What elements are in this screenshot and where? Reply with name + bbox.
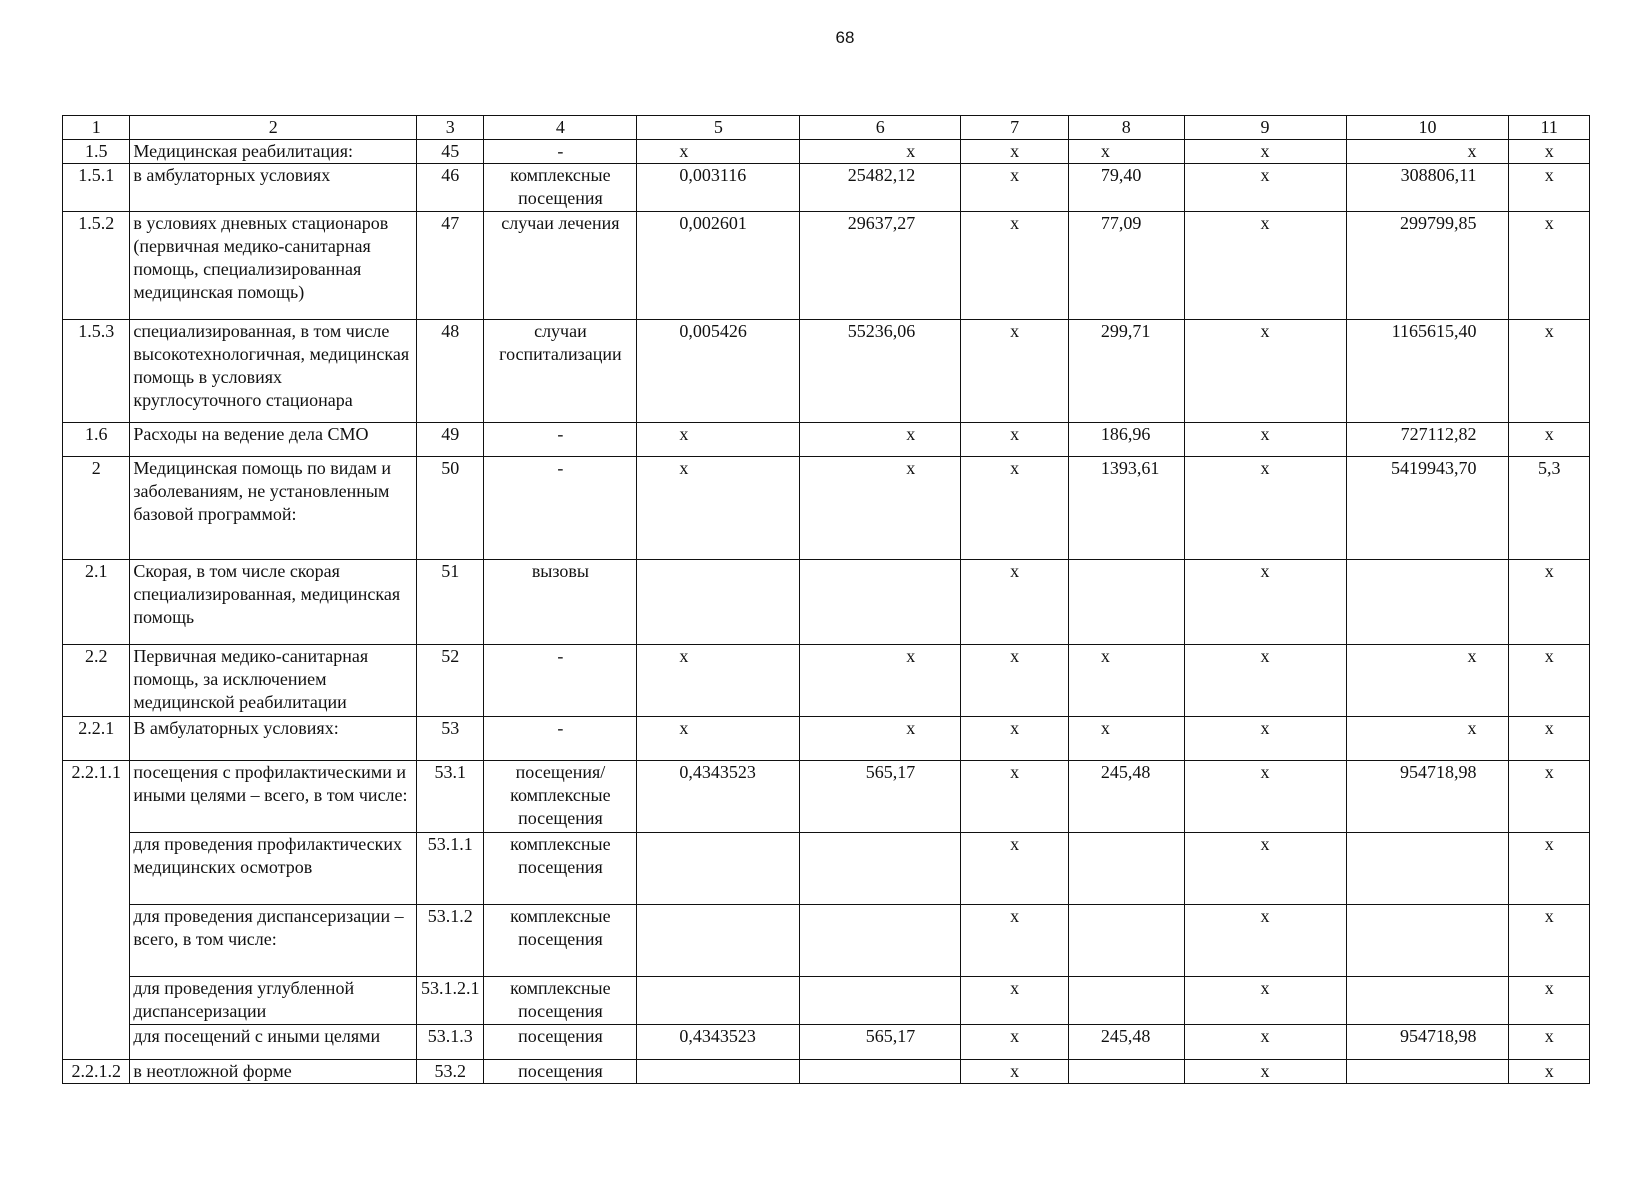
column-header: 11 bbox=[1509, 116, 1590, 140]
table-row bbox=[63, 164, 1590, 212]
row-name-cell: В амбулаторных условиях: bbox=[130, 717, 417, 761]
col9-cell: х bbox=[1184, 320, 1346, 423]
line-code-cell: 53.1 bbox=[417, 761, 484, 833]
line-code-cell: 52 bbox=[417, 645, 484, 717]
line-code-cell: 45 bbox=[417, 140, 484, 164]
row-number-cell: 2.2.1 bbox=[63, 717, 130, 761]
col5-cell: х bbox=[637, 717, 800, 761]
table-row bbox=[63, 717, 1590, 761]
col11-cell: х bbox=[1509, 905, 1590, 977]
row-number-cell: 1.6 bbox=[63, 423, 130, 457]
col6-cell: 29637,27 bbox=[800, 212, 961, 320]
column-header: 1 bbox=[63, 116, 130, 140]
row-number-cell: 2.1 bbox=[63, 560, 130, 645]
col9-cell: х bbox=[1184, 140, 1346, 164]
col10-cell bbox=[1346, 833, 1509, 905]
col11-cell: х bbox=[1509, 212, 1590, 320]
col6-cell: 565,17 bbox=[800, 1025, 961, 1060]
col10-cell: 1165615,40 bbox=[1346, 320, 1509, 423]
col7-cell: х bbox=[961, 905, 1069, 977]
col7-cell: х bbox=[961, 645, 1069, 717]
table-row bbox=[63, 423, 1590, 457]
table-row bbox=[63, 977, 1590, 1025]
table-row bbox=[63, 320, 1590, 423]
col5-cell: х bbox=[637, 140, 800, 164]
column-header: 8 bbox=[1068, 116, 1184, 140]
col10-cell: х bbox=[1346, 717, 1509, 761]
table-row bbox=[63, 905, 1590, 977]
table-header-row bbox=[63, 116, 1590, 140]
col6-cell: х bbox=[800, 423, 961, 457]
col5-cell: 0,002601 bbox=[637, 212, 800, 320]
unit-cell: посещения/ комплексные посещения bbox=[484, 761, 637, 833]
col6-cell bbox=[800, 560, 961, 645]
col7-cell: х bbox=[961, 1025, 1069, 1060]
col10-cell bbox=[1346, 977, 1509, 1025]
col11-cell: х bbox=[1509, 761, 1590, 833]
row-name-cell: для проведения диспансеризации – всего, в том числе: bbox=[130, 905, 417, 977]
col11-cell: х bbox=[1509, 164, 1590, 212]
row-name-cell: для проведения углубленной диспансеризации bbox=[130, 977, 417, 1025]
line-code-cell: 53 bbox=[417, 717, 484, 761]
unit-cell: случаи госпитализации bbox=[484, 320, 637, 423]
col8-cell: 79,40 bbox=[1068, 164, 1184, 212]
col5-cell: 0,005426 bbox=[637, 320, 800, 423]
col11-cell: х bbox=[1509, 423, 1590, 457]
unit-cell: комплексные посещения bbox=[484, 164, 637, 212]
row-name-cell: Медицинская помощь по видам и заболеваниям, не установленным базовой программой: bbox=[130, 457, 417, 560]
col8-cell bbox=[1068, 560, 1184, 645]
col6-cell: х bbox=[800, 140, 961, 164]
row-name-cell: в амбулаторных условиях bbox=[130, 164, 417, 212]
row-name-cell: специализированная, в том числе высокотехнологичная, медицинская помощь в условиях круглосуточного стационара bbox=[130, 320, 417, 423]
col5-cell bbox=[637, 905, 800, 977]
unit-cell: комплексные посещения bbox=[484, 833, 637, 905]
table-row bbox=[63, 140, 1590, 164]
col9-cell: х bbox=[1184, 1060, 1346, 1084]
col7-cell: х bbox=[961, 833, 1069, 905]
table-row bbox=[63, 1060, 1590, 1084]
unit-cell: вызовы bbox=[484, 560, 637, 645]
col11-cell: х bbox=[1509, 140, 1590, 164]
row-number-cell: 1.5.2 bbox=[63, 212, 130, 320]
col8-cell bbox=[1068, 833, 1184, 905]
col8-cell bbox=[1068, 905, 1184, 977]
table-row bbox=[63, 560, 1590, 645]
col11-cell: х bbox=[1509, 1025, 1590, 1060]
line-code-cell: 53.2 bbox=[417, 1060, 484, 1084]
col8-cell: 1393,61 bbox=[1068, 457, 1184, 560]
unit-cell: посещения bbox=[484, 1025, 637, 1060]
column-header: 4 bbox=[484, 116, 637, 140]
col6-cell bbox=[800, 977, 961, 1025]
column-header: 2 bbox=[130, 116, 417, 140]
col11-cell: х bbox=[1509, 833, 1590, 905]
row-name-cell: Скорая, в том числе скорая специализированная, медицинская помощь bbox=[130, 560, 417, 645]
unit-cell: случаи лечения bbox=[484, 212, 637, 320]
table-row bbox=[63, 212, 1590, 320]
col7-cell: х bbox=[961, 140, 1069, 164]
col11-cell: х bbox=[1509, 717, 1590, 761]
col10-cell bbox=[1346, 905, 1509, 977]
col9-cell: х bbox=[1184, 423, 1346, 457]
col10-cell: 299799,85 bbox=[1346, 212, 1509, 320]
col7-cell: х bbox=[961, 1060, 1069, 1084]
col6-cell: х bbox=[800, 717, 961, 761]
table-row bbox=[63, 645, 1590, 717]
col8-cell: х bbox=[1068, 140, 1184, 164]
line-code-cell: 46 bbox=[417, 164, 484, 212]
column-header: 6 bbox=[800, 116, 961, 140]
col6-cell bbox=[800, 1060, 961, 1084]
col6-cell bbox=[800, 905, 961, 977]
row-name-cell: в неотложной форме bbox=[130, 1060, 417, 1084]
unit-cell: комплексные посещения bbox=[484, 905, 637, 977]
col10-cell: 5419943,70 bbox=[1346, 457, 1509, 560]
col7-cell: х bbox=[961, 717, 1069, 761]
col10-cell: х bbox=[1346, 645, 1509, 717]
col5-cell bbox=[637, 833, 800, 905]
line-code-cell: 50 bbox=[417, 457, 484, 560]
column-header: 5 bbox=[637, 116, 800, 140]
col10-cell bbox=[1346, 1060, 1509, 1084]
unit-cell: - bbox=[484, 423, 637, 457]
col11-cell: х bbox=[1509, 645, 1590, 717]
line-code-cell: 49 bbox=[417, 423, 484, 457]
col6-cell: 565,17 bbox=[800, 761, 961, 833]
col7-cell: х bbox=[961, 164, 1069, 212]
row-name-cell: Первичная медико-санитарная помощь, за исключением медицинской реабилитации bbox=[130, 645, 417, 717]
col9-cell: х bbox=[1184, 905, 1346, 977]
col9-cell: х bbox=[1184, 457, 1346, 560]
col7-cell: х bbox=[961, 977, 1069, 1025]
col5-cell: 0,4343523 bbox=[637, 761, 800, 833]
col10-cell: х bbox=[1346, 140, 1509, 164]
col8-cell: 245,48 bbox=[1068, 1025, 1184, 1060]
col6-cell: х bbox=[800, 645, 961, 717]
col5-cell bbox=[637, 977, 800, 1025]
col7-cell: х bbox=[961, 457, 1069, 560]
col10-cell: 954718,98 bbox=[1346, 1025, 1509, 1060]
row-name-cell: Медицинская реабилитация: bbox=[130, 140, 417, 164]
row-number-cell: 2.2 bbox=[63, 645, 130, 717]
unit-cell: посещения bbox=[484, 1060, 637, 1084]
col6-cell bbox=[800, 833, 961, 905]
col11-cell: х bbox=[1509, 1060, 1590, 1084]
col9-cell: х bbox=[1184, 717, 1346, 761]
table-row bbox=[63, 457, 1590, 560]
col9-cell: х bbox=[1184, 560, 1346, 645]
col5-cell: х bbox=[637, 457, 800, 560]
unit-cell: - bbox=[484, 645, 637, 717]
col10-cell: 308806,11 bbox=[1346, 164, 1509, 212]
col8-cell: х bbox=[1068, 717, 1184, 761]
data-table bbox=[62, 115, 1590, 1084]
col9-cell: х bbox=[1184, 645, 1346, 717]
page-number: 68 bbox=[835, 28, 855, 47]
table-body bbox=[63, 116, 1590, 1084]
row-number-cell: 1.5.3 bbox=[63, 320, 130, 423]
col8-cell: 245,48 bbox=[1068, 761, 1184, 833]
col10-cell: 727112,82 bbox=[1346, 423, 1509, 457]
col8-cell: х bbox=[1068, 645, 1184, 717]
line-code-cell: 53.1.1 bbox=[417, 833, 484, 905]
col8-cell: 299,71 bbox=[1068, 320, 1184, 423]
row-number-cell: 1.5.1 bbox=[63, 164, 130, 212]
column-header: 7 bbox=[961, 116, 1069, 140]
col9-cell: х bbox=[1184, 212, 1346, 320]
unit-cell: - bbox=[484, 457, 637, 560]
col11-cell: х bbox=[1509, 320, 1590, 423]
col7-cell: х bbox=[961, 560, 1069, 645]
table-row bbox=[63, 833, 1590, 905]
col5-cell: х bbox=[637, 645, 800, 717]
table-row bbox=[63, 761, 1590, 833]
line-code-cell: 53.1.3 bbox=[417, 1025, 484, 1060]
column-header: 9 bbox=[1184, 116, 1346, 140]
col6-cell: 55236,06 bbox=[800, 320, 961, 423]
table-row bbox=[63, 1025, 1590, 1060]
col5-cell: 0,003116 bbox=[637, 164, 800, 212]
line-code-cell: 51 bbox=[417, 560, 484, 645]
col10-cell bbox=[1346, 560, 1509, 645]
col10-cell: 954718,98 bbox=[1346, 761, 1509, 833]
col8-cell: 77,09 bbox=[1068, 212, 1184, 320]
line-code-cell: 48 bbox=[417, 320, 484, 423]
col8-cell bbox=[1068, 1060, 1184, 1084]
col6-cell: х bbox=[800, 457, 961, 560]
unit-cell: комплексные посещения bbox=[484, 977, 637, 1025]
col7-cell: х bbox=[961, 320, 1069, 423]
row-name-cell: Расходы на ведение дела СМО bbox=[130, 423, 417, 457]
col9-cell: х bbox=[1184, 833, 1346, 905]
col9-cell: х bbox=[1184, 761, 1346, 833]
line-code-cell: 47 bbox=[417, 212, 484, 320]
row-number-cell: 2 bbox=[63, 457, 130, 560]
row-name-cell: в условиях дневных стационаров (первичная медико-санитарная помощь, специализированная медицинская помощь) bbox=[130, 212, 417, 320]
row-name-cell: для посещений с иными целями bbox=[130, 1025, 417, 1060]
column-header: 3 bbox=[417, 116, 484, 140]
col7-cell: х bbox=[961, 212, 1069, 320]
col7-cell: х bbox=[961, 423, 1069, 457]
col11-cell: х bbox=[1509, 560, 1590, 645]
row-number-cell: 2.2.1.1 bbox=[63, 761, 130, 1060]
col11-cell: х bbox=[1509, 977, 1590, 1025]
col6-cell: 25482,12 bbox=[800, 164, 961, 212]
col5-cell bbox=[637, 1060, 800, 1084]
col9-cell: х bbox=[1184, 1025, 1346, 1060]
col5-cell bbox=[637, 560, 800, 645]
col9-cell: х bbox=[1184, 164, 1346, 212]
unit-cell: - bbox=[484, 717, 637, 761]
col8-cell: 186,96 bbox=[1068, 423, 1184, 457]
col7-cell: х bbox=[961, 761, 1069, 833]
row-name-cell: для проведения профилактических медицинских осмотров bbox=[130, 833, 417, 905]
col8-cell bbox=[1068, 977, 1184, 1025]
col5-cell: х bbox=[637, 423, 800, 457]
row-number-cell: 1.5 bbox=[63, 140, 130, 164]
col9-cell: х bbox=[1184, 977, 1346, 1025]
col11-cell: 5,3 bbox=[1509, 457, 1590, 560]
row-number-cell: 2.2.1.2 bbox=[63, 1060, 130, 1084]
column-header: 10 bbox=[1346, 116, 1509, 140]
row-name-cell: посещения с профилактическими и иными целями – всего, в том числе: bbox=[130, 761, 417, 833]
col5-cell: 0,4343523 bbox=[637, 1025, 800, 1060]
line-code-cell: 53.1.2.1 bbox=[417, 977, 484, 1025]
line-code-cell: 53.1.2 bbox=[417, 905, 484, 977]
unit-cell: - bbox=[484, 140, 637, 164]
